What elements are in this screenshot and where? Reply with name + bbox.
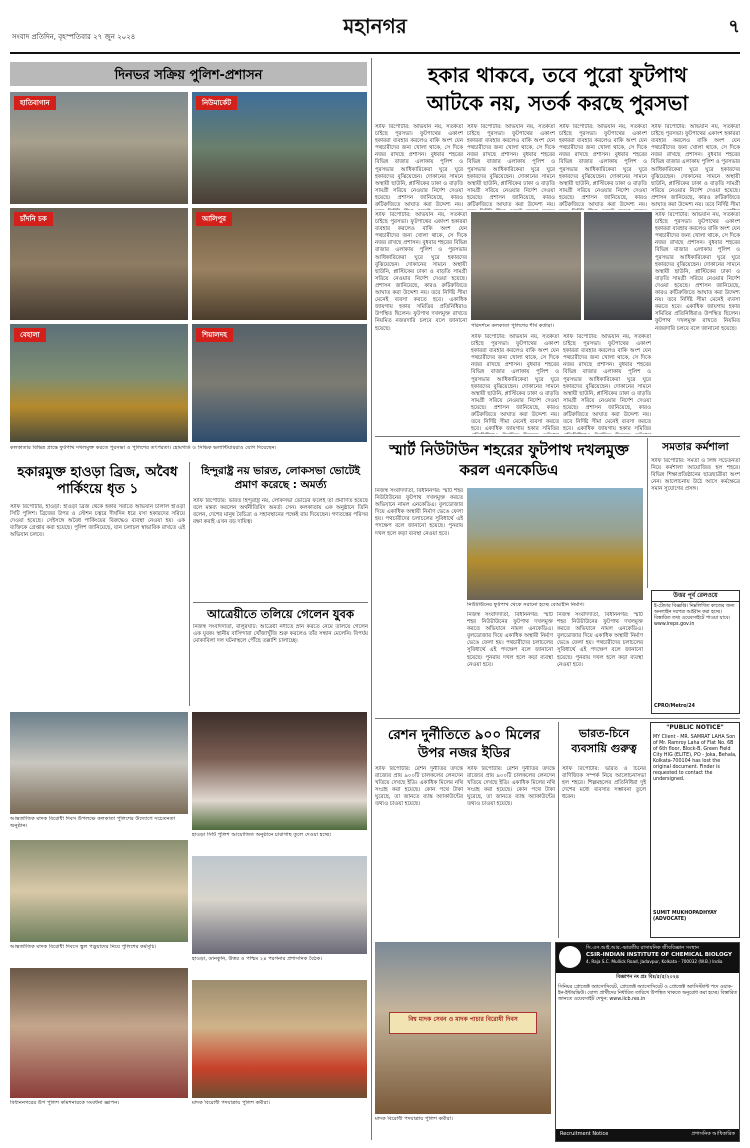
- tender-title: উত্তর পূর্ব রেলওয়ে: [652, 591, 739, 602]
- photo-chandni-chowk: [10, 208, 188, 320]
- iicb-address: 4, Raja S.C. Mullick Road, Jadavpur, Kolkata - 700032 (W.B.) India: [586, 959, 723, 964]
- lead-body-col1: স্টাফ রিপোর্টার: অভিযান নয়, সতর্কতা চাইছে পুরসভা। ফুটপাথের একাংশ হকাররা ব্যবহার করলেও বাকি অংশ যেন পথচারীদের জন্য খোলা থাকে, সে দিকে নজর রাখছে প্রশাসন। বুধবার শহরের বিভিন্ন বাজার এলাকায় পুলিশ ও পুরসভার আধিকারিকেরা ঘুরে ঘুরে হকারদের বুঝিয়েছেন। দোকানের সামনে অস্থায়ী ছাউনি, প্লাস্টিকের ঢাকা ও বাড়তি সামগ্রী সরিয়ে নেওয়ার নির্দেশ দেওয়া হয়েছে। প্রশাসন জানিয়েছে, কারও রুটিরুজিতে আঘাত করা উদ্দেশ্য নয়।: [375, 124, 463, 209]
- photo-label: হাতিবাগান: [14, 96, 56, 110]
- newtown-body-3: নিজস্ব সংবাদদাতা, বিধাননগর: স্মার্ট শহর নিউটাউনের ফুটপাথ দখলমুক্ত করতে অভিযানে নামল এনকেডিএ। বুলডোজার দিয়ে একাধিক অস্থায়ী নির্মাণ ভেঙে ফেলা হয়। পথচারীদের চলাচলের সুবিধার্থে এই পদক্ষেপ বলে জানানো হয়েছে। পুনরায় দখল হলে কড়া ব্যবস্থা নেওয়া হবে।: [557, 612, 643, 668]
- photo-label: বেহালা: [14, 328, 46, 342]
- iicb-subtitle: বিজ্ঞাপন নং প্রঃ বিঃ/৫/৫/২০২৪: [616, 975, 679, 980]
- rally-caption: মাদক বিরোধী পদযাত্রায় পুলিশ কর্মীরা।: [192, 1100, 270, 1106]
- photo-drug-day: [375, 942, 551, 1114]
- tender-body: ই-টেন্ডার বিজ্ঞপ্তি। নিম্নলিখিত কাজের জন্য অনলাইন দরপত্র আহ্বান করা হচ্ছে। বিস্তারিত তথ্য ওয়েবসাইটে পাওয়া যাবে। www.ireps.gov.in: [654, 604, 735, 627]
- lead-headline-1: হকার থাকবে, তবে পুরো ফুটপাথ: [427, 63, 688, 87]
- lead-body-col4b: স্টাফ রিপোর্টার: অভিযান নয়, সতর্কতা চাইছে পুরসভা। ফুটপাথের একাংশ হকাররা ব্যবহার করলেও বাকি অংশ যেন পথচারীদের জন্য খোলা থাকে, সে দিকে নজর রাখছে প্রশাসন। বুধবার শহরের বিভিন্ন বাজার এলাকায় পুলিশ ও পুরসভার আধিকারিকেরা ঘুরে ঘুরে হকারদের বুঝিয়েছেন। দোকানের সামনে অস্থায়ী ছাউনি, প্লাস্টিকের ঢাকা ও বাড়তি সামগ্রী সরিয়ে নেওয়ার নির্দেশ দেওয়া হয়েছে। প্রশাসন জানিয়েছে, কারও রুটিরুজিতে আঘাত করা উদ্দেশ্য নয়। তবে নির্দিষ্ট সীমা মেনেই ব্যবসা করতে হবে। একাধিক জায়গায় হকার সমিতির প্রতিনিধিরাও উপস্থিত ছিলেন। ফুটপাথ দখলমুক্ত রাখতে নিয়মিত নজরদারি চলবে বলে জানানো হয়েছে।: [655, 212, 740, 332]
- iicb-logo: [559, 946, 581, 968]
- public-notice-title: "PUBLIC NOTICE": [666, 724, 724, 731]
- iicb-footer: [556, 1129, 739, 1141]
- felicitation-caption: বিধাননগরের উপ পুলিশ কমিশনারকে সংবর্ধনা জ্ঞাপন।: [10, 1100, 120, 1106]
- date-line: সংবাদ প্রতিদিন, বৃহস্পতিবার ২৭ জুন ২০২৪: [12, 33, 136, 41]
- photo-label: চাঁদনি চক: [14, 212, 53, 226]
- lead-photo-2: [584, 212, 652, 320]
- tree-caption: হাওড়া সিটি পুলিশ আয়োজিত অনুষ্ঠানে চারাগাছ তুলে দেওয়া হচ্ছে।: [192, 832, 332, 838]
- ration-body-1: স্টাফ রিপোর্টার: রেশন দুর্নীতির তদন্তে রাজ্যের প্রায় ৯০০টি চালকলের লেনদেন খতিয়ে দেখছে ইডি। একাধিক মিলের নথি সংগ্রহ করা হয়েছে। কোন পথে টাকা ঘুরেছে, তা জানতে ব্যাঙ্ক অ্যাকাউন্টের তথ্যও চাওয়া হয়েছে।: [375, 766, 463, 808]
- section-rule: [375, 436, 740, 437]
- column-rule: [558, 722, 559, 938]
- photo-rally: [192, 980, 367, 1098]
- photo-hatibagan: [10, 92, 188, 204]
- mamata-body: স্টাফ রিপোর্টার: সমতা ও লিঙ্গ সচেতনতা নিয়ে কর্মশালা আয়োজিত হল শহরে। বিভিন্ন শিক্ষাপ্রতিষ্ঠানের ছাত্রছাত্রীরা অংশ নেন। আলোচনায় উঠে আসে কর্মক্ষেত্রে সমান সুযোগের প্রসঙ্গ।: [651, 458, 740, 493]
- collage-title: দিনভর সক্রিয় পুলিশ-প্রশাসন: [114, 68, 263, 83]
- iicb-advertisement: [555, 942, 740, 1142]
- photo-alipur: [192, 208, 367, 320]
- photo-label: আলিপুর: [196, 212, 232, 226]
- newtown-body-1: নিজস্ব সংবাদদাতা, বিধাননগর: স্মার্ট শহর নিউটাউনের ফুটপাথ দখলমুক্ত করতে অভিযানে নামল এনকেডিএ। বুলডোজার দিয়ে একাধিক অস্থায়ী নির্মাণ ভেঙে ফেলা হয়। পথচারীদের চলাচলের সুবিধার্থে এই পদক্ষেপ বলে জানানো হয়েছে। পুনরায় দখল হলে কড়া ব্যবস্থা নেওয়া হবে।: [375, 488, 463, 537]
- public-notice-body: MY Client - MR. SAMRAT LAHA Son of Mr. Ramroy Laha of Flat No. 6B of 6th floor, Block-B, Green Field City HIG (ELITE), PO - Joka, Behala, Kolkata-700104 has lost the original document. Finder is requested to contact the undersigned.: [653, 735, 737, 782]
- page-divider: [371, 58, 372, 1140]
- iicb-org-bengali: সি.এস.আই.আর.-ভারতীয় রাসায়নিক জীববিজ্ঞান সংস্থান: [586, 945, 699, 951]
- school-caption: আন্তর্জাতিক মাদক বিরোধী দিবসে স্কুল পড়ুয়াদের নিয়ে পুলিশের কর্মসূচি।: [10, 944, 157, 950]
- section-title: মহানগর: [343, 14, 407, 38]
- drug-day-caption: মাদক বিরোধী পদযাত্রায় পুলিশ কর্মীরা।: [375, 1116, 453, 1122]
- newtown-body-2: নিজস্ব সংবাদদাতা, বিধাননগর: স্মার্ট শহর নিউটাউনের ফুটপাথ দখলমুক্ত করতে অভিযানে নামল এনকেডিএ। বুলডোজার দিয়ে একাধিক অস্থায়ী নির্মাণ ভেঙে ফেলা হয়। পথচারীদের চলাচলের সুবিধার্থে এই পদক্ষেপ বলে জানানো হয়েছে। পুনরায় দখল হলে কড়া ব্যবস্থা নেওয়া হবে।: [467, 612, 553, 668]
- tender-ref: CPRO/Metro/24: [654, 704, 695, 709]
- photo-ceremony: [10, 712, 188, 814]
- lead-body-col2: স্টাফ রিপোর্টার: অভিযান নয়, সতর্কতা চাইছে পুরসভা। ফুটপাথের একাংশ হকাররা ব্যবহার করলেও বাকি অংশ যেন পথচারীদের জন্য খোলা থাকে, সে দিকে নজর রাখছে প্রশাসন। বুধবার শহরের বিভিন্ন বাজার এলাকায় পুলিশ ও পুরসভার আধিকারিকেরা ঘুরে ঘুরে হকারদের বুঝিয়েছেন। দোকানের সামনে অস্থায়ী ছাউনি, প্লাস্টিকের ঢাকা ও বাড়তি সামগ্রী সরিয়ে নেওয়ার নির্দেশ দেওয়া হয়েছে। প্রশাসন জানিয়েছে, কারও রুটিরুজিতে আঘাত করা উদ্দেশ্য নয়।: [467, 124, 555, 209]
- amartya-headline: হিন্দুরাষ্ট্র নয় ভারত, লোকসভা ভোটেই প্রমাণ করেছে : অমর্ত্য: [201, 465, 360, 491]
- photo-school: [10, 840, 188, 942]
- photo-label: নিউমার্কেট: [196, 96, 237, 110]
- lead-body-col4: স্টাফ রিপোর্টার: অভিযান নয়, সতর্কতা চাইছে পুরসভা। ফুটপাথের একাংশ হকাররা ব্যবহার করলেও বাকি অংশ যেন পথচারীদের জন্য খোলা থাকে, সে দিকে নজর রাখছে প্রশাসন। বুধবার শহরের বিভিন্ন বাজার এলাকায় পুলিশ ও পুরসভার আধিকারিকেরা ঘুরে ঘুরে হকারদের বুঝিয়েছেন। দোকানের সামনে অস্থায়ী ছাউনি, প্লাস্টিকের ঢাকা ও বাড়তি সামগ্রী সরিয়ে নেওয়ার নির্দেশ দেওয়া হয়েছে। প্রশাসন জানিয়েছে, কারও রুটিরুজিতে আঘাত করা উদ্দেশ্য নয়। তবে নির্দিষ্ট সীমা: [651, 124, 740, 209]
- howrah-body: স্টাফ রিপোর্টার, হাওড়া: হাওড়া ব্রিজ থেকে হকার সরাতে অভিযান চালাল হাওড়া সিটি পুলিশ। ব্রিজের উপর ও স্টেশন চত্বরে দীর্ঘদিন ধরে বসা হকারদের সরিয়ে দেওয়া হয়েছে। সেইসঙ্গে অবৈধ পার্কিংয়ের বিরুদ্ধেও ব্যবস্থা নেওয়া হয়। এক ব্যক্তিকে গ্রেপ্তার করা হয়েছে। পুলিশ জানিয়েছে, যান চলাচল স্বাভাবিক রাখতে এই অভিযান চলবে।: [10, 504, 185, 539]
- ceremony-caption: আন্তর্জাতিক মাদক বিরোধী দিবস উপলক্ষে কলকাতা পুলিশের উদ্যোগে সচেতনতা অনুষ্ঠান।: [10, 816, 176, 829]
- newtown-photo-caption: নিউটাউনের ফুটপাথ থেকে সরানো হচ্ছে বেআইনি নির্মাণ।: [467, 602, 585, 608]
- masthead-rule: [10, 52, 740, 54]
- lead-body-col3b: স্টাফ রিপোর্টার: অভিযান নয়, সতর্কতা চাইছে পুরসভা। ফুটপাথের একাংশ হকাররা ব্যবহার করলেও বাকি অংশ যেন পথচারীদের জন্য খোলা থাকে, সে দিকে নজর রাখছে প্রশাসন। বুধবার শহরের বিভিন্ন বাজার এলাকায় পুলিশ ও পুরসভার আধিকারিকেরা ঘুরে ঘুরে হকারদের বুঝিয়েছেন। দোকানের সামনে অস্থায়ী ছাউনি, প্লাস্টিকের ঢাকা ও বাড়তি সামগ্রী সরিয়ে নেওয়ার নির্দেশ দেওয়া হয়েছে। প্রশাসন জানিয়েছে, কারও রুটিরুজিতে আঘাত করা উদ্দেশ্য নয়। তবে নির্দিষ্ট সীমা মেনেই ব্যবসা করতে হবে। একাধিক জায়গায় হকার সমিতির: [563, 334, 651, 433]
- tender-notice: [651, 590, 740, 714]
- indiachina-body: স্টাফ রিপোর্টার: ভারত ও চিনের বাণিজ্যিক সম্পর্ক নিয়ে আলোচনাসভা হল শহরে। শিল্পমহলের প্রতিনিধিরা দুই দেশের মধ্যে ব্যবসার সম্ভাবনা তুলে ধরেন।: [562, 766, 646, 801]
- lead-photo-1: [471, 212, 581, 320]
- howrah-headline: হকারমুক্ত হাওড়া ব্রিজ, অবৈধ পার্কিংয়ে ধৃত ১: [17, 464, 178, 497]
- photo-felicitation: [10, 968, 188, 1098]
- section-rule: [193, 602, 368, 603]
- lead-body-col2b: স্টাফ রিপোর্টার: অভিযান নয়, সতর্কতা চাইছে পুরসভা। ফুটপাথের একাংশ হকাররা ব্যবহার করলেও বাকি অংশ যেন পথচারীদের জন্য খোলা থাকে, সে দিকে নজর রাখছে প্রশাসন। বুধবার শহরের বিভিন্ন বাজার এলাকায় পুলিশ ও পুরসভার আধিকারিকেরা ঘুরে ঘুরে হকারদের বুঝিয়েছেন। দোকানের সামনে অস্থায়ী ছাউনি, প্লাস্টিকের ঢাকা ও বাড়তি সামগ্রী সরিয়ে নেওয়ার নির্দেশ দেওয়া হয়েছে। প্রশাসন জানিয়েছে, কারও রুটিরুজিতে আঘাত করা উদ্দেশ্য নয়। তবে নির্দিষ্ট সীমা মেনেই ব্যবসা করতে হবে। একাধিক জায়গায় হকার সমিতির: [471, 334, 559, 433]
- iicb-footer-left: Recruitment Notice: [560, 1131, 609, 1137]
- collage-caption: কলকাতার বিভিন্ন প্রান্তে ফুটপাথ দখলমুক্ত করতে পুরসভা ও পুলিশের তৎপরতা। হোমগার্ড ও সিভিক ভলান্টিয়াররাও যোগ দিয়েছেন।: [10, 445, 277, 451]
- ration-headline: রেশন দুর্নীতিতে ৯০০ মিলের উপর নজর ইডির: [387, 727, 541, 761]
- lead-body-col3: স্টাফ রিপোর্টার: অভিযান নয়, সতর্কতা চাইছে পুরসভা। ফুটপাথের একাংশ হকাররা ব্যবহার করলেও বাকি অংশ যেন পথচারীদের জন্য খোলা থাকে, সে দিকে নজর রাখছে প্রশাসন। বুধবার শহরের বিভিন্ন বাজার এলাকায় পুলিশ ও পুরসভার আধিকারিকেরা ঘুরে ঘুরে হকারদের বুঝিয়েছেন। দোকানের সামনে অস্থায়ী ছাউনি, প্লাস্টিকের ঢাকা ও বাড়তি সামগ্রী সরিয়ে নেওয়ার নির্দেশ দেওয়া হয়েছে। প্রশাসন জানিয়েছে, কারও রুটিরুজিতে আঘাত করা উদ্দেশ্য নয়।: [559, 124, 647, 209]
- drowning-body: নিজস্ব সংবাদদাতা, বালুরঘাট: আত্রেয়ী নদীতে স্নান করতে নেমে তলিয়ে গেলেন এক যুবক। স্থানীয় বাসিন্দারা খোঁজাখুঁজি শুরু করলেও তাঁর সন্ধান মেলেনি। বিপর্যয় মোকাবিলা দল ঘটনাস্থলে পৌঁছে তল্লাশি চালাচ্ছে।: [193, 624, 368, 645]
- meeting-caption: হাওড়া, ডানকুনি, উত্তর ও পশ্চিম ২৪ পরগনার প্রশাসনিক বৈঠক।: [192, 956, 323, 962]
- iicb-org-english: CSIR-INDIAN INSTITUTE OF CHEMICAL BIOLOGY: [586, 952, 732, 958]
- column-rule: [647, 438, 648, 588]
- public-notice-signature: SUMIT MUKHOPADHYAY (ADVOCATE): [653, 911, 717, 922]
- photo-tree: [192, 712, 367, 830]
- indiachina-headline: ভারত-চিনে ব্যবসায়ি গুরুত্ব: [571, 727, 637, 755]
- lead-headline-2: আটকে নয়, সতর্ক করছে পুরসভা: [426, 91, 689, 115]
- drowning-headline: আত্রেয়ীতে তলিয়ে গেলেন যুবক: [206, 607, 355, 621]
- photo-label: শিয়ালদহ: [196, 328, 233, 342]
- newtown-headline: স্মার্ট নিউটাউন শহরের ফুটপাথ দখলমুক্ত করল এনকেডিএ: [389, 441, 629, 479]
- photo-meeting: [192, 856, 367, 954]
- mamata-headline: সমতার কর্মশালা: [662, 441, 729, 453]
- amartya-body: স্টাফ রিপোর্টার: ভারত হিন্দুরাষ্ট্র নয়, লোকসভা ভোটের ফলেই তা প্রমাণিত হয়েছে বলে মন্তব্য করলেন অর্থনীতিবিদ অমর্ত্য সেন। কলকাতায় এক অনুষ্ঠানে তিনি বলেন, দেশের মানুষ বৈচিত্র্য ও সহাবস্থানের পক্ষেই রায় দিয়েছেন। গণতন্ত্রের পরিসর রক্ষা করাই এখন বড় দায়িত্ব।: [193, 498, 368, 526]
- photo-behala: [10, 324, 188, 442]
- iicb-body: সিনিয়র প্রোজেক্ট অ্যাসোসিয়েট, প্রোজেক্ট অ্যাসোসিয়েট ও প্রোজেক্ট অ্যাসিস্ট্যান্ট পদে ওয়াক-ইন-ইন্টারভিউ। যোগ্য প্রার্থীদের নির্ধারিত তারিখে উপস্থিত থাকতে অনুরোধ করা হচ্ছে। বিস্তারিত জানতে ওয়েবসাইট দেখুন: www.iicb.res.in: [558, 985, 737, 1002]
- lead-photo-caption: পরিদর্শনে কলকাতা পুলিশের শীর্ষ কর্তারা।: [471, 323, 554, 329]
- drug-day-banner: বিশ্ব মাদক সেবন ও মাদক পাচার বিরোধী দিবস: [389, 1012, 537, 1034]
- photo-sealdah: [192, 324, 367, 442]
- masthead: [0, 0, 750, 58]
- newtown-photo: [467, 488, 643, 600]
- lead-body-col1b: স্টাফ রিপোর্টার: অভিযান নয়, সতর্কতা চাইছে পুরসভা। ফুটপাথের একাংশ হকাররা ব্যবহার করলেও বাকি অংশ যেন পথচারীদের জন্য খোলা থাকে, সে দিকে নজর রাখছে প্রশাসন। বুধবার শহরের বিভিন্ন বাজার এলাকায় পুলিশ ও পুরসভার আধিকারিকেরা ঘুরে ঘুরে হকারদের বুঝিয়েছেন। দোকানের সামনে অস্থায়ী ছাউনি, প্লাস্টিকের ঢাকা ও বাড়তি সামগ্রী সরিয়ে নেওয়ার নির্দেশ দেওয়া হয়েছে। প্রশাসন জানিয়েছে, কারও রুটিরুজিতে আঘাত করা উদ্দেশ্য নয়। তবে নির্দিষ্ট সীমা মেনেই ব্যবসা করতে হবে। একাধিক জায়গায় হকার সমিতির প্রতিনিধিরাও উপস্থিত ছিলেন। ফুটপাথ দখলমুক্ত রাখতে নিয়মিত নজরদারি চলবে বলে জানানো হয়েছে।: [375, 212, 467, 332]
- section-rule: [375, 718, 740, 719]
- iicb-header: [556, 943, 739, 973]
- iicb-footer-right: প্রশাসনিক আধিকারিক: [691, 1131, 735, 1137]
- photo-newmarket: [192, 92, 367, 204]
- page-number: ৭: [728, 16, 740, 37]
- ration-body-2: স্টাফ রিপোর্টার: রেশন দুর্নীতির তদন্তে রাজ্যের প্রায় ৯০০টি চালকলের লেনদেন খতিয়ে দেখছে ইডি। একাধিক মিলের নথি সংগ্রহ করা হয়েছে। কোন পথে টাকা ঘুরেছে, তা জানতে ব্যাঙ্ক অ্যাকাউন্টের তথ্যও চাওয়া হয়েছে।: [467, 766, 555, 808]
- column-rule: [189, 462, 190, 706]
- public-notice: [650, 722, 740, 938]
